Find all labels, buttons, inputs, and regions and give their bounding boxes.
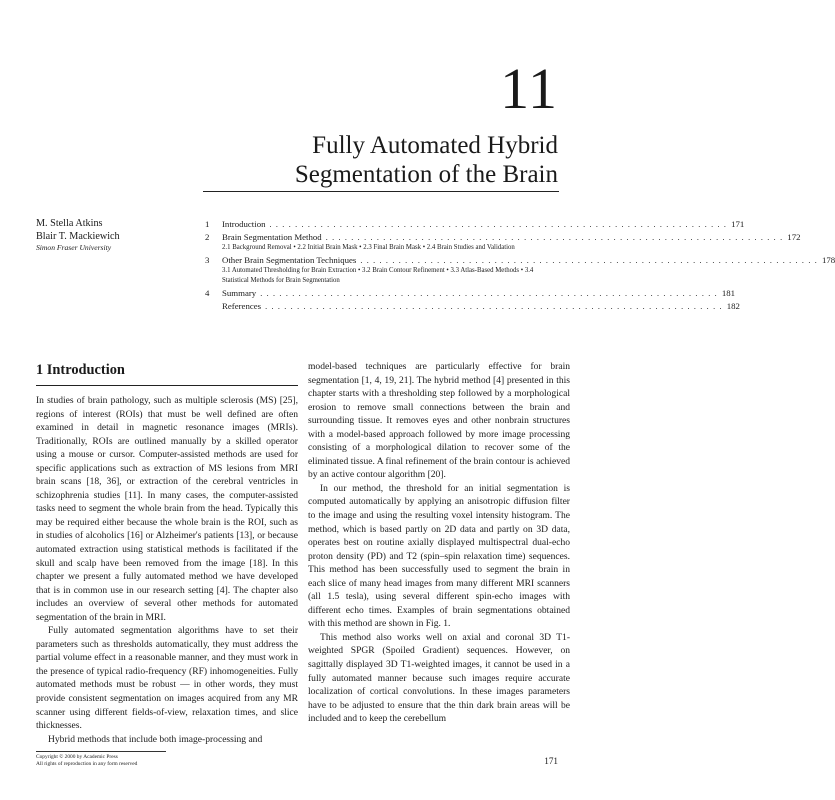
toc-leader-dots: . . . . . . . . . . . . . . . . . . . . . . . . . . . . . . . . . . . . . . . . . . . . . . . . . . . . . . . . . . . . . . . . . . . . . . . . (265, 302, 723, 311)
section-rule (36, 385, 298, 386)
copyright-line: Copyright © 2000 by Academic Press (36, 754, 118, 760)
toc-leader-dots: . . . . . . . . . . . . . . . . . . . . . . . . . . . . . . . . . . . . . . . . . . . . . . . . . . . . . . . . . . . . . . . . . . . . . . . . (269, 220, 728, 229)
author-name: M. Stella Atkins (36, 218, 103, 229)
body-paragraph: In our method, the threshold for an initial segmentation is computed automatically by applying an anisotropic diffusion filter to the image and using the resulting voxel intensity histogram. The method, which is based partly on 2D data and partly on 3D data, operates best on routine axially displayed multispectral dual-echo proton density (PD) and T2 (spin–spin relaxation time) sequences. This method has been successfully used to segment the brain in each slice of many head images from many different MRI scanners (all 1.5 tesla), using several different spin-echo images with different echo times. Examples of brain segmentations obtained with this method are shown in Fig. 1. (308, 482, 570, 630)
toc-entry-label: Other Brain Segmentation Techniques (222, 255, 357, 265)
title-rule (203, 191, 559, 192)
toc-entry-number: 4 (205, 288, 210, 298)
toc-entry-label: Introduction (222, 219, 266, 229)
left-column (36, 362, 298, 746)
author-block (36, 218, 196, 253)
rights-line: All rights of reproduction in any form reserved (36, 761, 138, 768)
body-paragraph: Fully automated segmentation algorithms have to set their parameters such as thresholds automatically, they must address the partial volume effect in a reasonable manner, and they must work in the presence of typical radio-frequency (RF) inhomogeneities. Fully automated methods must be robust — in other words, they must provide consistent segmentation on images acquired from any MR scanner using different fields-of-view, relaxation times, and slice thicknesses. (36, 625, 298, 732)
toc-entry-page: 171 (731, 219, 745, 229)
chapter-title (295, 131, 558, 189)
toc-entry-subsections: 3.1 Automated Thresholding for Brain Extraction • 3.2 Brain Contour Refinement • 3.3 Atlas-Based Methods • 3.4 Statistical Methods for Brain Segmentation (222, 267, 534, 284)
chapter-title-line-1: Fully Automated Hybrid (312, 132, 558, 159)
body-paragraph: In studies of brain pathology, such as multiple sclerosis (MS) [25], regions of interest (ROIs) that must be well defined are often examined in detail in magnetic resonance images (MRIs). Traditionally, ROIs are outlined manually by a skilled operator using a mouse or cursor. Computer-assisted methods are used for specific applications such as extraction of MS lesions from MRI brain scans [18, 36], or extraction of the cerebral ventricles in schizophrenia studies [11]. In many cases, the computer-assisted tasks need to segment the whole brain from the head. Typically this may be required either because the whole brain is the ROI, such as in studies of alcoholics [16] or Alzheimer's patients [13], or because automated extraction using statistical methods is facilitated if the skull and scalp have been removed from the image [18]. In this chapter we present a fully automated method we have developed that is in common use in our research setting [4]. The chapter also includes an overview of several other methods for automated segmentation of the brain in MRI. (36, 395, 298, 623)
toc-entry-subsections: 2.1 Background Removal • 2.2 Initial Brain Mask • 2.3 Final Brain Mask • 2.4 Brain Studies and Validation (222, 244, 515, 251)
page-number: 171 (544, 756, 558, 766)
right-column (308, 360, 570, 726)
copyright-notice (36, 751, 166, 768)
toc-entry-number: 2 (205, 232, 210, 242)
toc-entry[interactable] (205, 300, 740, 313)
toc-leader-dots: . . . . . . . . . . . . . . . . . . . . . . . . . . . . . . . . . . . . . . . . . . . . . . . . . . . . . . . . . . . . . . . . . . . . . . . . (325, 233, 784, 242)
chapter-number: 11 (500, 56, 558, 121)
toc-entry-number: 1 (205, 219, 210, 229)
toc-entry[interactable] (205, 254, 835, 286)
body-paragraph: model-based techniques are particularly effective for brain segmentation [1, 4, 19, 21]. The hybrid method [4] presented in this chapter starts with a thresholding step followed by a morphological erosion to remove small connections between the brain and surrounding tissue. It removes eyes and other nonbrain structures with a model-based approach followed by more image processing consisting of a morphological dilation to recover some of the eliminated tissue. A final refinement of the brain contour is achieved by an active contour algorithm [20]. (308, 361, 570, 481)
toc-entry[interactable] (205, 287, 736, 300)
toc-entry-page: 172 (787, 232, 801, 242)
chapter-title-line-2: Segmentation of the Brain (294, 161, 558, 188)
author-affiliation: Simon Fraser University (36, 243, 112, 252)
toc-entry[interactable] (205, 218, 745, 231)
body-paragraph: This method also works well on axial and coronal 3D T1-weighted SPGR (Spoiled Gradient) sequences. However, on sagittally displayed 3D T1-weighted images, it cannot be used in a fully automated manner because such images require accurate localization of cortical convolutions. In these images parameters have to be adjusted to ensure that the thin dark brain areas will be included and to keep the cerebellum (308, 631, 570, 725)
toc-entry-page: 178 (821, 255, 835, 265)
toc-entry-page: 181 (721, 288, 736, 298)
toc-entry-label: References (222, 301, 262, 311)
toc-leader-dots: . . . . . . . . . . . . . . . . . . . . . . . . . . . . . . . . . . . . . . . . . . . . . . . . . . . . . . . . . . . . . . . . . . . . . . . . (360, 256, 818, 265)
toc-leader-dots: . . . . . . . . . . . . . . . . . . . . . . . . . . . . . . . . . . . . . . . . . . . . . . . . . . . . . . . . . . . . . . . . . . . . . . . . (260, 289, 718, 298)
table-of-contents (205, 218, 835, 313)
toc-entry[interactable] (205, 231, 801, 253)
toc-entry-label: Brain Segmentation Method (222, 232, 322, 242)
body-paragraph: Hybrid methods that include both image-processing and (48, 733, 263, 745)
toc-entry-number: 3 (205, 255, 210, 265)
section-heading: 1 Introduction (36, 362, 125, 378)
author-name: Blair T. Mackiewich (36, 230, 120, 242)
toc-entry-label: Summary (222, 288, 257, 298)
toc-entry-page: 182 (726, 301, 740, 311)
